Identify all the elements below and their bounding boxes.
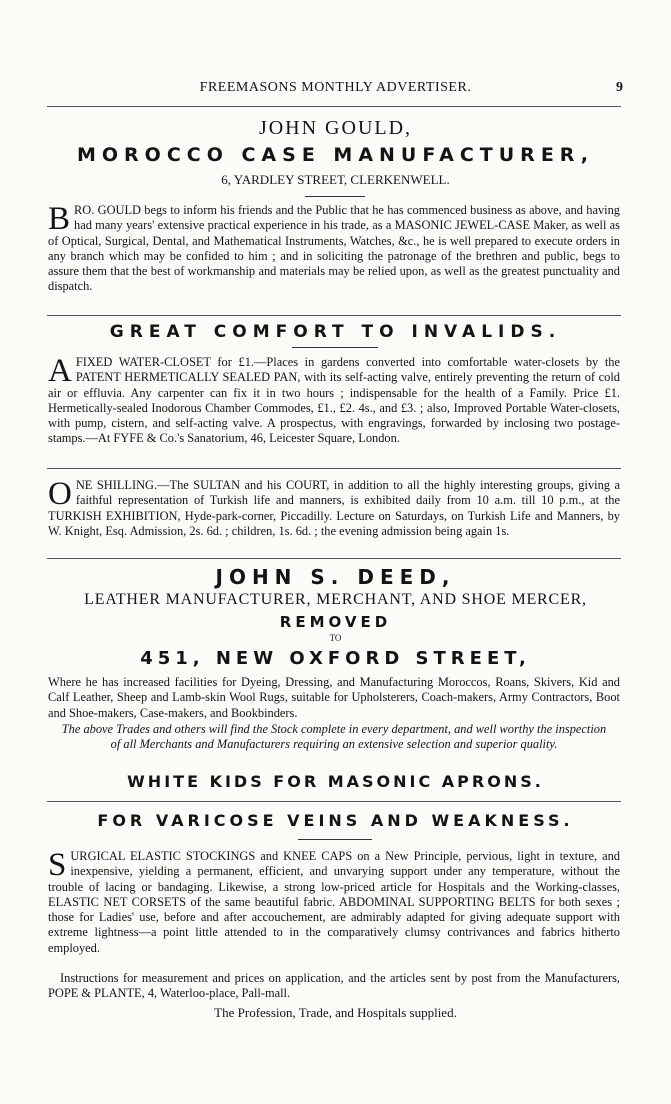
ad4-italic: The above Trades and others will find the Stock complete in every department, and well worthy the inspection of all Merchants and Manufacturers requiring an extensive selection and superior quality. xyxy=(61,722,607,752)
ad2-text: FIXED WATER-CLOSET for £1.—Places in gardens converted into comfortable water-closets by the PATENT HERMETICALLY SEALED PAN, with its self-acting valve, entirely preventing the return of cold air or effluvia. Any carpenter can fix it in two hours ; indispensable for the health of a Family. Price £1. Hermetically-sealed Inodorous Chamber Commodes, £1., £2. 4s., and £3. ; also, Improved Portable Water-closets, with pump, cistern, and self-acting valve. A prospectus, with engravings, forwarded by inclosing two postage-stamps.—At FYFE & Co.'s Sanatorium, 46, Leicester Square, London. xyxy=(48,355,620,446)
divider-4 xyxy=(47,801,621,802)
ad4-removed: REMOVED xyxy=(279,613,392,631)
ad1-address: 6, YARDLEY STREET, CLERKENWELL. xyxy=(221,172,450,187)
page-number: 9 xyxy=(616,80,623,95)
page-header xyxy=(0,80,671,98)
divider-2 xyxy=(47,468,621,469)
ad1-dropcap: B xyxy=(48,201,71,237)
ad3-dropcap: O xyxy=(48,476,72,512)
ad5-instructions: Instructions for measurement and prices on application, and the articles sent by post from the Manufacturers, POPE & PLANTE, 4, Waterloo-place, Pall-mall. xyxy=(48,971,620,1001)
ad4-trade: LEATHER MANUFACTURER, MERCHANT, AND SHOE MERCER, xyxy=(84,591,587,608)
ad5-dropcap: S xyxy=(48,847,67,883)
header-rule xyxy=(47,106,621,107)
ad3-text: NE SHILLING.—The SULTAN and his COURT, in addition to all the highly interesting groups, giving a faithful representation of Turkish life and manners, is exhibited daily from 10 a.m. till 10 p.m., at the TURKISH EXHIBITION, Hyde-park-corner, Piccadilly. Lecture on Saturdays, on Turkish Life and Manners, by W. Knight, Esq. Admission, 2s. 6d. ; children, 1s. 6d. ; the evening admission being again 1s. xyxy=(48,478,620,538)
ad4-body: Where he has increased facilities for Dyeing, Dressing, and Manufacturing Moroccos, Roans, Skivers, Kid and Calf Leather, Sheep and Lamb-skin Wool Rugs, suitable for Upholsterers, Coach-makers, Army Contractors, Boot and Shoe-makers, Case-makers, and Bookbinders. xyxy=(48,675,620,720)
ad5-heading: FOR VARICOSE VEINS AND WEAKNESS. xyxy=(97,811,574,830)
ad4-name: JOHN S. DEED, xyxy=(215,565,456,589)
ad1-name: JOHN GOULD, xyxy=(258,117,413,139)
ad4-to: TO xyxy=(329,633,342,643)
ad1-trade: MOROCCO CASE MANUFACTURER, xyxy=(76,144,594,166)
ad2-heading: GREAT COMFORT TO INVALIDS. xyxy=(109,322,562,342)
ad1-text: RO. GOULD begs to inform his friends and the Public that he has commenced business as above, and having had many years' extensive practical experience in his trade, as a MASONIC JEWEL-CASE Maker, as well as of Optical, Surgical, Dental, and Mathematical Instruments, Watches, &c., he is well prepared to execute orders in any branch which may be confided to him ; and in soliciting the patronage of the brethren and public, begs to assure them that the best of workmanship and materials may be relied upon, as well as the greatest punctuality and dispatch. xyxy=(48,203,620,294)
divider-3 xyxy=(47,558,621,559)
divider-1 xyxy=(47,315,621,316)
ad3-body xyxy=(48,478,620,539)
ad2-body xyxy=(48,355,620,447)
ad5-body xyxy=(48,849,620,956)
ad2-dropcap: A xyxy=(48,353,72,389)
ad5-footer: The Profession, Trade, and Hospitals supplied. xyxy=(214,1005,457,1020)
ad4-address: 451, NEW OXFORD STREET, xyxy=(140,648,531,669)
ad1-ornament-rule xyxy=(305,196,365,197)
header-title: FREEMASONS MONTHLY ADVERTISER. xyxy=(199,80,472,95)
ad1-body xyxy=(48,203,620,295)
ad5-ornament-rule xyxy=(298,839,372,840)
ad5-text: URGICAL ELASTIC STOCKINGS and KNEE CAPS on a New Principle, pervious, light in texture, and inexpensive, yielding a permanent, efficient, and unvarying support under any temperature, without the trouble of lacing or bandaging. Likewise, a strong low-priced article for Hospitals and the Working-classes, ELASTIC NET CORSETS of the same beautiful fabric. ABDOMINAL SUPPORTING BELTS for both sexes ; those for Ladies' use, before and after accouchement, are admirably adapted for giving adequate support with extreme lightness—a point little attended to in the comparatively clumsy contrivances and fabrics hitherto employed. xyxy=(48,849,620,955)
ad2-ornament-rule xyxy=(292,347,378,348)
ad4-tagline: WHITE KIDS FOR MASONIC APRONS. xyxy=(127,772,544,791)
